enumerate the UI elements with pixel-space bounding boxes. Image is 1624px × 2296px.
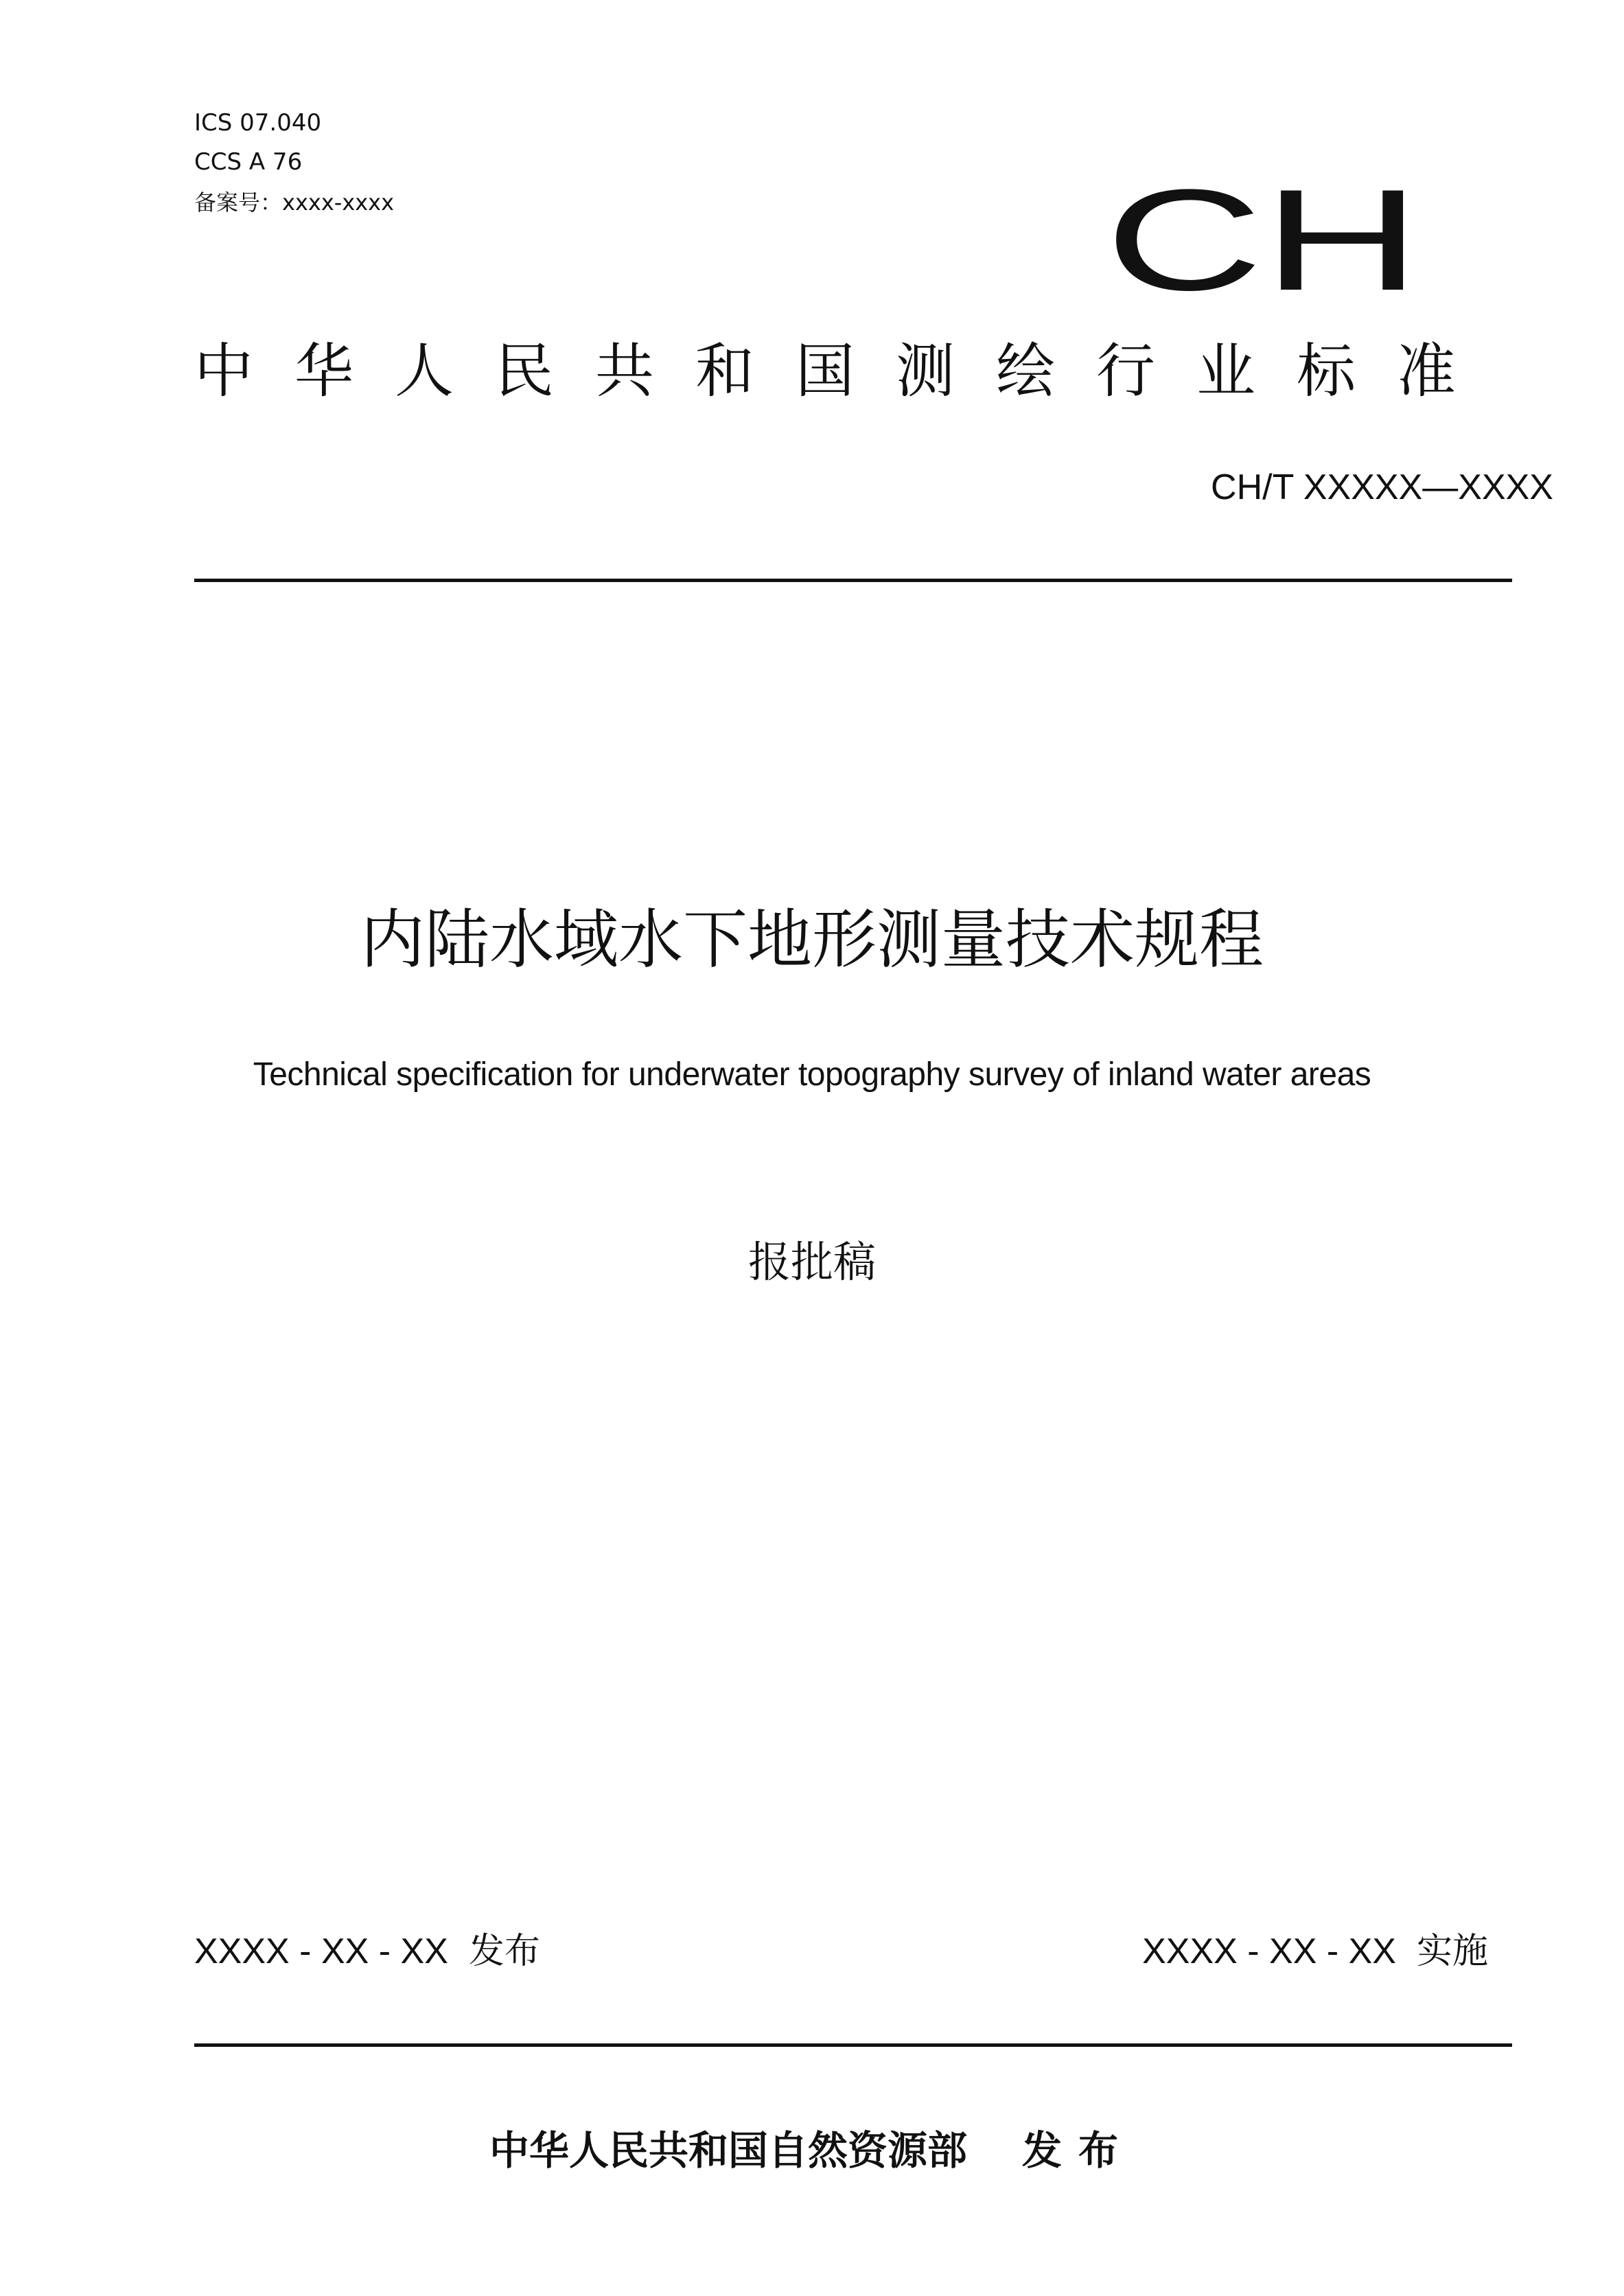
industry-standard-title [194,337,1456,406]
ics-code: ICS 07.040 [194,109,322,137]
industry-title-char: 标 [1297,337,1356,406]
standard-number: CH/T XXXXX—XXXX [1211,467,1553,507]
industry-title-char: 共 [595,337,654,406]
industry-title-char: 人 [395,337,454,406]
issue-date: XXXX - XX - XX [194,1932,448,1971]
industry-title-char: 民 [495,337,554,406]
ch-logo [1105,165,1421,295]
industry-title-char: 业 [1196,337,1255,406]
industry-title-char: 测 [896,337,955,406]
publisher-line [0,2127,1624,2174]
industry-title-char: 准 [1397,337,1456,406]
implementation-date: XXXX - XX - XX [1142,1932,1396,1971]
ch-logo-text: CH [1105,165,1421,295]
document-title-chinese: 内陆水域水下地形测量技术规程 [360,903,1264,977]
draft-status: 报批稿 [747,1237,876,1287]
implementation-label: 实施 [1416,1931,1488,1972]
industry-title-char: 和 [695,337,754,406]
issue-date-line [194,1931,540,1972]
industry-title-char: 国 [796,337,855,406]
issue-label: 发布 [468,1931,540,1972]
ccs-code: CCS A 76 [194,148,303,176]
bottom-divider [194,2043,1512,2047]
implementation-date-line [1142,1931,1488,1972]
document-title-english: Technical specification for underwater topography survey of inland water areas [253,1056,1371,1093]
industry-title-char: 绘 [996,337,1055,406]
record-number: 备案号：xxxx-xxxx [194,189,395,216]
industry-title-char: 行 [1096,337,1155,406]
top-divider [194,579,1512,582]
publisher-action: 发布 [1022,2127,1135,2174]
industry-title-char: 华 [294,337,353,406]
publisher-name: 中华人民共和国自然资源部 [489,2127,967,2174]
industry-title-char: 中 [194,337,253,406]
